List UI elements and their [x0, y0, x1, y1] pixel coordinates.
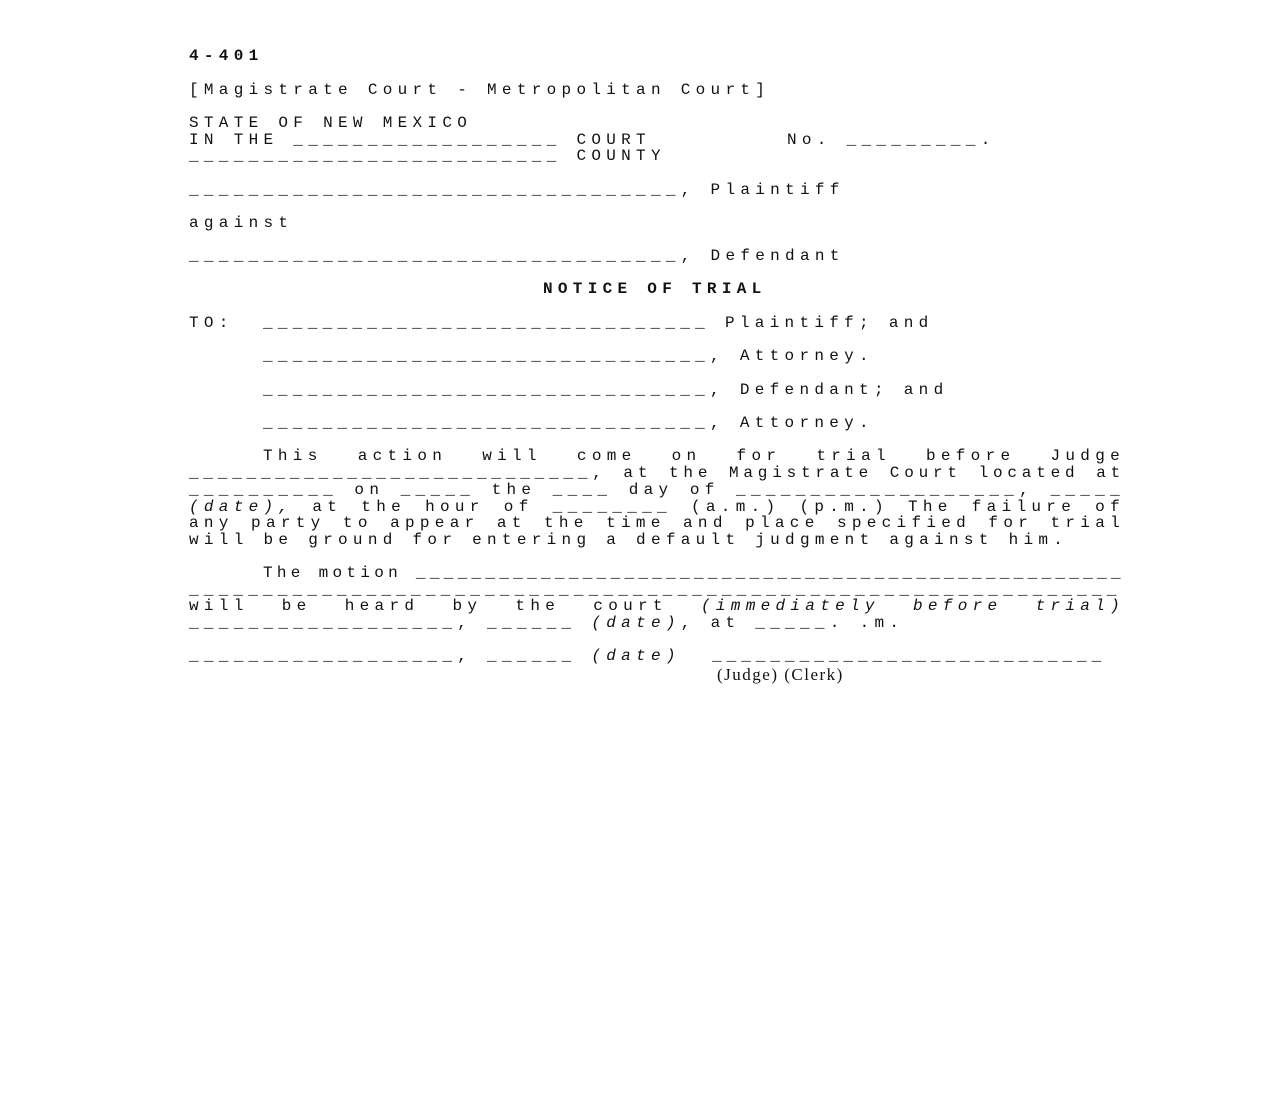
trial-line-5: any party to appear at the time and place specified for trial	[189, 514, 1125, 532]
to-defendant-attorney: ______________________________, Attorney.	[263, 414, 874, 432]
caption-defendant: _________________________________, Defendant	[189, 247, 845, 265]
caption-plaintiff: _________________________________, Plaintiff	[189, 181, 845, 199]
signature-date-blank: __________________, ______	[189, 647, 592, 665]
date-label: (date)	[591, 614, 681, 632]
motion-date-blank: __________________, ______	[189, 614, 592, 632]
motion-line-1: The motion ___________________________________________________	[263, 564, 1125, 582]
court-type: [Magistrate Court - Metropolitan Court]	[189, 81, 771, 99]
form-number: 4-401	[189, 47, 264, 65]
motion-heard-text: will be heard by the court	[189, 597, 668, 615]
trial-line-4-text: at the hour of ________ (a.m.) (p.m.) The failure of	[312, 498, 1125, 516]
signature-date-line	[189, 648, 681, 664]
trial-line-6: will be ground for entering a default judgment against him.	[189, 531, 1069, 549]
trial-line-3: __________ on _____ the ____ day of ___________________, _____	[189, 481, 1125, 499]
caption-county: _________________________ COUNTY	[189, 147, 666, 165]
motion-line-3	[189, 598, 1125, 614]
motion-time: , at _____. .m.	[680, 614, 905, 632]
motion-line-4	[189, 615, 904, 631]
date-label: (date)	[591, 647, 681, 665]
date-label: (date),	[189, 498, 294, 516]
caption-state: STATE OF NEW MEXICO	[189, 114, 473, 132]
signature-label: (Judge) (Clerk)	[717, 665, 844, 684]
to-defendant: ______________________________, Defendant; and	[263, 381, 949, 399]
to-plaintiff: ______________________________ Plaintiff; and	[263, 314, 934, 332]
caption-court: IN THE __________________ COURT	[189, 131, 651, 149]
motion-timing: (immediately before trial)	[701, 597, 1125, 615]
trial-line-4	[189, 499, 1125, 515]
document-title: NOTICE OF TRIAL	[543, 280, 767, 298]
caption-case-number: No. _________.	[787, 131, 996, 149]
motion-line-2: _______________________________________________________________	[189, 581, 1122, 599]
to-label: TO:	[189, 314, 234, 332]
trial-line-2: ____________________________, at the Magistrate Court located at	[189, 464, 1125, 482]
to-plaintiff-attorney: ______________________________, Attorney.	[263, 347, 874, 365]
caption-against: against	[189, 214, 294, 232]
signature-line: ___________________________	[712, 647, 1107, 665]
trial-line-1: This action will come on for trial before Judge	[263, 447, 1125, 465]
